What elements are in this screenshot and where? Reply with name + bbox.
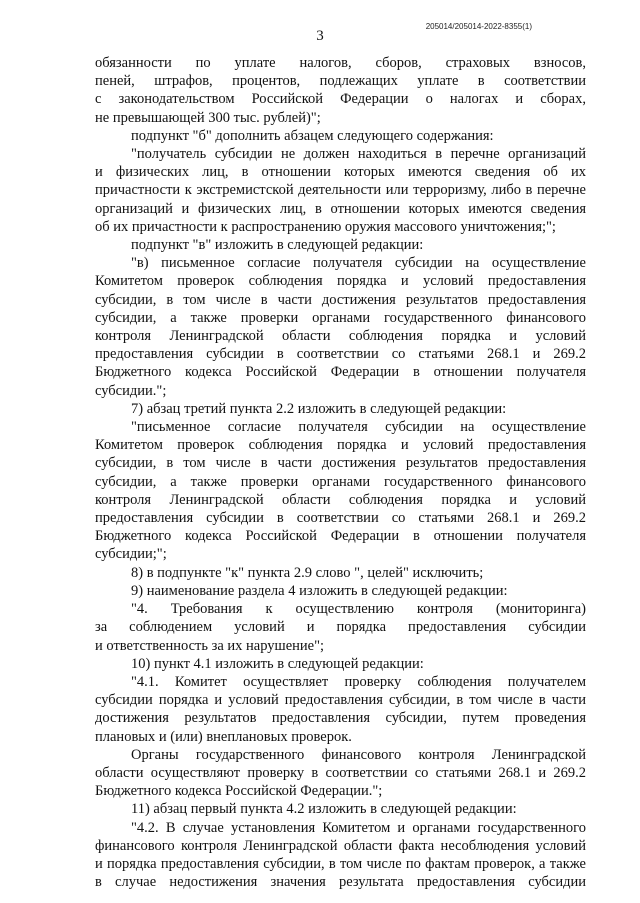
text-line: Бюджетного кодекса Российской Федерации в отношении получателя [95,364,586,381]
text-line: и физических лиц, в отношении которых имеются сведения об их [95,164,586,181]
text-line: не превышающей 300 тыс. рублей)"; [95,109,321,126]
text-line: предоставления субсидии в соответствии со статьями 268.1 и 269.2 [95,346,586,363]
text-line: причастности к экстремистской деятельности или терроризму, либо в перечне [95,182,586,199]
text-line: достижения результатов предоставления субсидии, путем проведения [95,710,586,727]
text-line: "4.1. Комитет осуществляет проверку соблюдения получателем [131,673,586,690]
text-line: об их причастности к распространению оружия массового уничтожения;"; [95,218,556,235]
text-line: в случае недостижения значения результата предоставления субсидии [95,874,586,891]
text-line: Бюджетного кодекса Российской Федерации."; [95,783,383,800]
document-id: 205014/205014-2022-8355(1) [425,22,532,31]
text-line: 10) пункт 4.1 изложить в следующей редакции: [131,655,424,672]
text-line: и ответственность за их нарушение"; [95,637,325,654]
text-line: Комитетом проверок соблюдения порядка и условий предоставления [95,437,586,454]
text-line: Комитетом проверок соблюдения порядка и условий предоставления [95,273,586,290]
text-line: контроля Ленинградской области соблюдения порядка и условий [95,328,586,345]
page-number: 3 [316,28,324,44]
text-line: субсидии, в том числе в части достижения результатов предоставления [95,455,586,472]
text-line: 11) абзац первый пункта 4.2 изложить в следующей редакции: [131,801,517,818]
text-line: организаций и физических лиц, в отношении которых имеются сведения [95,200,586,217]
document-body [95,54,586,891]
text-line: "в) письменное согласие получателя субсидии на осуществление [131,255,586,272]
text-line: Органы государственного финансового контроля Ленинградской [131,746,586,763]
text-line: контроля Ленинградской области соблюдения порядка и условий [95,491,586,508]
text-line: 7) абзац третий пункта 2.2 изложить в следующей редакции: [131,400,507,417]
text-line: за соблюдением условий и порядка предоставления субсидии [95,619,586,636]
text-line: субсидии, в том числе в части достижения результатов предоставления [95,291,586,308]
text-line: предоставления субсидии в соответствии со статьями 268.1 и 269.2 [95,510,586,527]
text-line: финансового контроля Ленинградской области факта несоблюдения условий [95,837,586,854]
text-line: субсидии, а также проверки органами государственного финансового [95,309,586,326]
text-line: области осуществляют проверку в соответствии со статьями 268.1 и 269.2 [95,764,586,781]
text-line: подпункт "в" изложить в следующей редакции: [131,237,424,254]
text-line: "4. Требования к осуществлению контроля (мониторинга) [131,601,586,618]
text-line: субсидии, а также проверки органами государственного финансового [95,473,586,490]
text-line: "4.2. В случае установления Комитетом и органами государственного [131,819,586,836]
text-line: и порядка предоставления субсидии, в том числе по фактам проверок, а также [95,855,586,872]
text-line: подпункт "б" дополнить абзацем следующего содержания: [131,127,494,144]
text-line: субсидии."; [95,382,167,399]
text-line: обязанности по уплате налогов, сборов, страховых взносов, [95,55,586,71]
text-line: плановых и (или) внеплановых проверок. [95,728,352,745]
text-line: 9) наименование раздела 4 изложить в следующей редакции: [131,582,508,599]
text-line: "получатель субсидии не должен находиться в перечне организаций [131,146,586,163]
text-line: субсидии порядка и условий предоставления субсидии, в том числе в части [95,692,586,709]
text-line: 8) в подпункте "к" пункта 2.9 слово ", целей" исключить; [131,564,484,581]
text-line: Бюджетного кодекса Российской Федерации в отношении получателя [95,528,586,545]
text-line: с законодательством Российской Федерации о налогах и сборах, [95,91,586,108]
text-line: субсидии;"; [95,546,167,563]
text-line: пеней, штрафов, процентов, подлежащих уплате в соответствии [95,73,586,90]
text-line: "письменное согласие получателя субсидии на осуществление [131,419,586,436]
